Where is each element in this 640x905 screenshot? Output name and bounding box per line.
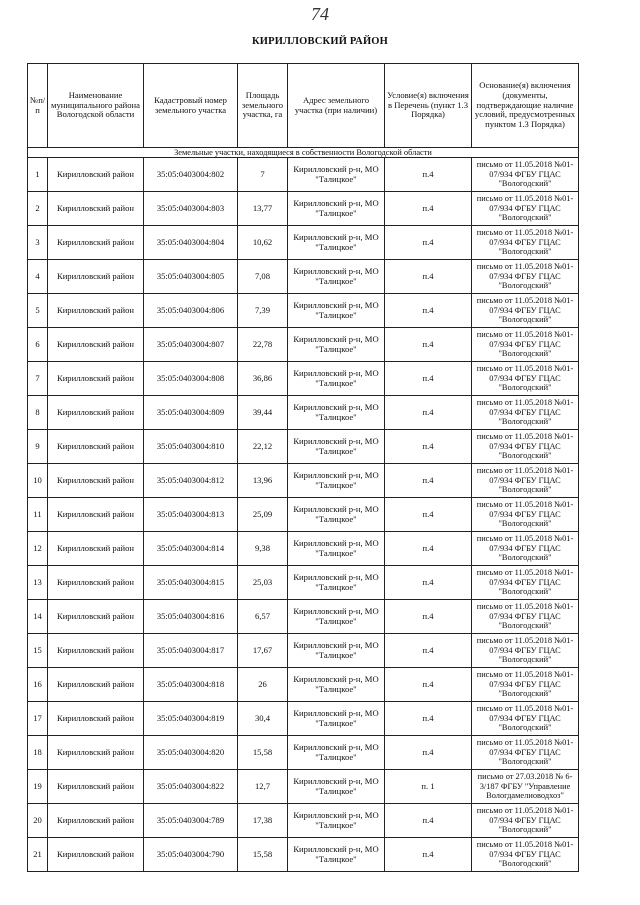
address-cell: Кирилловский р-н, МО "Талицкое" <box>288 634 385 668</box>
row-number: 17 <box>28 702 48 736</box>
condition-cell: п.4 <box>385 498 472 532</box>
area-cell: 7,08 <box>238 260 288 294</box>
condition-cell: п. 1 <box>385 770 472 804</box>
area-cell: 13,77 <box>238 192 288 226</box>
condition-cell: п.4 <box>385 736 472 770</box>
row-number: 18 <box>28 736 48 770</box>
address-cell: Кирилловский р-н, МО "Талицкое" <box>288 328 385 362</box>
header-district: Наименование муниципального района Вологодской области <box>48 64 144 148</box>
district-cell: Кирилловский район <box>48 396 144 430</box>
district-cell: Кирилловский район <box>48 634 144 668</box>
cadastral-number-cell: 35:05:0403004:820 <box>144 736 238 770</box>
condition-cell: п.4 <box>385 634 472 668</box>
land-plots-table <box>27 63 579 872</box>
row-number: 20 <box>28 804 48 838</box>
area-cell: 7,39 <box>238 294 288 328</box>
area-cell: 7 <box>238 158 288 192</box>
district-cell: Кирилловский район <box>48 770 144 804</box>
table-row <box>28 226 579 260</box>
district-cell: Кирилловский район <box>48 260 144 294</box>
basis-cell: письмо от 11.05.2018 №01-07/934 ФГБУ ГЦАС "Вологодский" <box>472 192 579 226</box>
cadastral-number-cell: 35:05:0403004:817 <box>144 634 238 668</box>
address-cell: Кирилловский р-н, МО "Талицкое" <box>288 192 385 226</box>
basis-cell: письмо от 11.05.2018 №01-07/934 ФГБУ ГЦАС "Вологодский" <box>472 736 579 770</box>
section-label: Земельные участки, находящиеся в собственности Вологодской области <box>28 148 579 158</box>
condition-cell: п.4 <box>385 430 472 464</box>
row-number: 21 <box>28 838 48 872</box>
row-number: 15 <box>28 634 48 668</box>
area-cell: 9,38 <box>238 532 288 566</box>
condition-cell: п.4 <box>385 226 472 260</box>
basis-cell: письмо от 11.05.2018 №01-07/934 ФГБУ ГЦАС "Вологодский" <box>472 464 579 498</box>
cadastral-number-cell: 35:05:0403004:819 <box>144 702 238 736</box>
row-number: 13 <box>28 566 48 600</box>
district-cell: Кирилловский район <box>48 430 144 464</box>
table-row <box>28 192 579 226</box>
cadastral-number-cell: 35:05:0403004:816 <box>144 600 238 634</box>
area-cell: 39,44 <box>238 396 288 430</box>
address-cell: Кирилловский р-н, МО "Талицкое" <box>288 396 385 430</box>
cadastral-number-cell: 35:05:0403004:818 <box>144 668 238 702</box>
district-cell: Кирилловский район <box>48 736 144 770</box>
district-cell: Кирилловский район <box>48 158 144 192</box>
area-cell: 15,58 <box>238 736 288 770</box>
area-cell: 22,78 <box>238 328 288 362</box>
row-number: 14 <box>28 600 48 634</box>
header-condition: Условие(я) включения в Перечень (пункт 1.3 Порядка) <box>385 64 472 148</box>
row-number: 8 <box>28 396 48 430</box>
basis-cell: письмо от 11.05.2018 №01-07/934 ФГБУ ГЦАС "Вологодский" <box>472 634 579 668</box>
area-cell: 30,4 <box>238 702 288 736</box>
table-row <box>28 464 579 498</box>
area-cell: 25,09 <box>238 498 288 532</box>
address-cell: Кирилловский р-н, МО "Талицкое" <box>288 736 385 770</box>
area-cell: 26 <box>238 668 288 702</box>
row-number: 19 <box>28 770 48 804</box>
cadastral-number-cell: 35:05:0403004:790 <box>144 838 238 872</box>
condition-cell: п.4 <box>385 532 472 566</box>
cadastral-number-cell: 35:05:0403004:810 <box>144 430 238 464</box>
cadastral-number-cell: 35:05:0403004:806 <box>144 294 238 328</box>
condition-cell: п.4 <box>385 668 472 702</box>
table-row <box>28 396 579 430</box>
basis-cell: письмо от 11.05.2018 №01-07/934 ФГБУ ГЦАС "Вологодский" <box>472 838 579 872</box>
table-row <box>28 294 579 328</box>
row-number: 4 <box>28 260 48 294</box>
basis-cell: письмо от 11.05.2018 №01-07/934 ФГБУ ГЦАС "Вологодский" <box>472 668 579 702</box>
basis-cell: письмо от 11.05.2018 №01-07/934 ФГБУ ГЦАС "Вологодский" <box>472 702 579 736</box>
address-cell: Кирилловский р-н, МО "Талицкое" <box>288 362 385 396</box>
area-cell: 10,62 <box>238 226 288 260</box>
table-row <box>28 702 579 736</box>
table-row <box>28 600 579 634</box>
district-cell: Кирилловский район <box>48 566 144 600</box>
cadastral-number-cell: 35:05:0403004:789 <box>144 804 238 838</box>
table-row <box>28 498 579 532</box>
table-row <box>28 668 579 702</box>
table-row <box>28 804 579 838</box>
condition-cell: п.4 <box>385 260 472 294</box>
condition-cell: п.4 <box>385 158 472 192</box>
district-cell: Кирилловский район <box>48 532 144 566</box>
cadastral-number-cell: 35:05:0403004:804 <box>144 226 238 260</box>
cadastral-number-cell: 35:05:0403004:814 <box>144 532 238 566</box>
table-row <box>28 770 579 804</box>
header-area: Площадь земельного участка, га <box>238 64 288 148</box>
address-cell: Кирилловский р-н, МО "Талицкое" <box>288 770 385 804</box>
area-cell: 17,38 <box>238 804 288 838</box>
address-cell: Кирилловский р-н, МО "Талицкое" <box>288 668 385 702</box>
cadastral-number-cell: 35:05:0403004:822 <box>144 770 238 804</box>
basis-cell: письмо от 11.05.2018 №01-07/934 ФГБУ ГЦАС "Вологодский" <box>472 396 579 430</box>
condition-cell: п.4 <box>385 396 472 430</box>
row-number: 11 <box>28 498 48 532</box>
address-cell: Кирилловский р-н, МО "Талицкое" <box>288 498 385 532</box>
basis-cell: письмо от 11.05.2018 №01-07/934 ФГБУ ГЦАС "Вологодский" <box>472 566 579 600</box>
district-cell: Кирилловский район <box>48 226 144 260</box>
basis-cell: письмо от 11.05.2018 №01-07/934 ФГБУ ГЦАС "Вологодский" <box>472 804 579 838</box>
condition-cell: п.4 <box>385 294 472 328</box>
table-row <box>28 532 579 566</box>
basis-cell: письмо от 11.05.2018 №01-07/934 ФГБУ ГЦАС "Вологодский" <box>472 600 579 634</box>
condition-cell: п.4 <box>385 838 472 872</box>
cadastral-number-cell: 35:05:0403004:813 <box>144 498 238 532</box>
cadastral-number-cell: 35:05:0403004:805 <box>144 260 238 294</box>
district-cell: Кирилловский район <box>48 294 144 328</box>
address-cell: Кирилловский р-н, МО "Талицкое" <box>288 566 385 600</box>
table-row <box>28 328 579 362</box>
table-row <box>28 260 579 294</box>
cadastral-number-cell: 35:05:0403004:812 <box>144 464 238 498</box>
row-number: 3 <box>28 226 48 260</box>
area-cell: 25,03 <box>238 566 288 600</box>
table-row <box>28 566 579 600</box>
basis-cell: письмо от 27.03.2018 № 6-3/187 ФГБУ "Управление Вологдамелиоводхоз" <box>472 770 579 804</box>
cadastral-number-cell: 35:05:0403004:807 <box>144 328 238 362</box>
condition-cell: п.4 <box>385 192 472 226</box>
row-number: 9 <box>28 430 48 464</box>
condition-cell: п.4 <box>385 328 472 362</box>
address-cell: Кирилловский р-н, МО "Талицкое" <box>288 226 385 260</box>
district-cell: Кирилловский район <box>48 804 144 838</box>
condition-cell: п.4 <box>385 804 472 838</box>
row-number: 12 <box>28 532 48 566</box>
page-title: КИРИЛЛОВСКИЙ РАЙОН <box>251 36 389 47</box>
address-cell: Кирилловский р-н, МО "Талицкое" <box>288 600 385 634</box>
header-num: №п/п <box>28 64 48 148</box>
header-address: Адрес земельного участка (при наличии) <box>288 64 385 148</box>
area-cell: 6,57 <box>238 600 288 634</box>
district-cell: Кирилловский район <box>48 328 144 362</box>
table-row <box>28 634 579 668</box>
district-cell: Кирилловский район <box>48 192 144 226</box>
district-cell: Кирилловский район <box>48 668 144 702</box>
area-cell: 36,86 <box>238 362 288 396</box>
area-cell: 12,7 <box>238 770 288 804</box>
cadastral-number-cell: 35:05:0403004:803 <box>144 192 238 226</box>
row-number: 16 <box>28 668 48 702</box>
row-number: 5 <box>28 294 48 328</box>
basis-cell: письмо от 11.05.2018 №01-07/934 ФГБУ ГЦАС "Вологодский" <box>472 362 579 396</box>
district-cell: Кирилловский район <box>48 838 144 872</box>
address-cell: Кирилловский р-н, МО "Талицкое" <box>288 532 385 566</box>
area-cell: 17,67 <box>238 634 288 668</box>
section-row <box>28 148 579 158</box>
row-number: 10 <box>28 464 48 498</box>
row-number: 7 <box>28 362 48 396</box>
row-number: 6 <box>28 328 48 362</box>
address-cell: Кирилловский р-н, МО "Талицкое" <box>288 260 385 294</box>
cadastral-number-cell: 35:05:0403004:802 <box>144 158 238 192</box>
address-cell: Кирилловский р-н, МО "Талицкое" <box>288 430 385 464</box>
cadastral-number-cell: 35:05:0403004:815 <box>144 566 238 600</box>
table-row <box>28 158 579 192</box>
basis-cell: письмо от 11.05.2018 №01-07/934 ФГБУ ГЦАС "Вологодский" <box>472 226 579 260</box>
district-cell: Кирилловский район <box>48 362 144 396</box>
basis-cell: письмо от 11.05.2018 №01-07/934 ФГБУ ГЦАС "Вологодский" <box>472 294 579 328</box>
condition-cell: п.4 <box>385 600 472 634</box>
cadastral-number-cell: 35:05:0403004:808 <box>144 362 238 396</box>
address-cell: Кирилловский р-н, МО "Талицкое" <box>288 464 385 498</box>
basis-cell: письмо от 11.05.2018 №01-07/934 ФГБУ ГЦАС "Вологодский" <box>472 532 579 566</box>
header-basis: Основание(я) включения (документы, подтверждающие наличие условий, предусмотренных пунктом 1.3 Порядка) <box>472 64 579 148</box>
district-cell: Кирилловский район <box>48 702 144 736</box>
row-number: 2 <box>28 192 48 226</box>
area-cell: 15,58 <box>238 838 288 872</box>
table-row <box>28 736 579 770</box>
basis-cell: письмо от 11.05.2018 №01-07/934 ФГБУ ГЦАС "Вологодский" <box>472 498 579 532</box>
address-cell: Кирилловский р-н, МО "Талицкое" <box>288 804 385 838</box>
basis-cell: письмо от 11.05.2018 №01-07/934 ФГБУ ГЦАС "Вологодский" <box>472 430 579 464</box>
area-cell: 22,12 <box>238 430 288 464</box>
header-row <box>28 64 579 148</box>
district-cell: Кирилловский район <box>48 464 144 498</box>
cadastral-number-cell: 35:05:0403004:809 <box>144 396 238 430</box>
address-cell: Кирилловский р-н, МО "Талицкое" <box>288 838 385 872</box>
table-row <box>28 838 579 872</box>
page-number: 74 <box>311 4 329 24</box>
area-cell: 13,96 <box>238 464 288 498</box>
row-number: 1 <box>28 158 48 192</box>
header-cadastral: Кадастровый номер земельного участка <box>144 64 238 148</box>
table-row <box>28 430 579 464</box>
address-cell: Кирилловский р-н, МО "Талицкое" <box>288 158 385 192</box>
basis-cell: письмо от 11.05.2018 №01-07/934 ФГБУ ГЦАС "Вологодский" <box>472 158 579 192</box>
condition-cell: п.4 <box>385 702 472 736</box>
basis-cell: письмо от 11.05.2018 №01-07/934 ФГБУ ГЦАС "Вологодский" <box>472 260 579 294</box>
basis-cell: письмо от 11.05.2018 №01-07/934 ФГБУ ГЦАС "Вологодский" <box>472 328 579 362</box>
address-cell: Кирилловский р-н, МО "Талицкое" <box>288 702 385 736</box>
address-cell: Кирилловский р-н, МО "Талицкое" <box>288 294 385 328</box>
district-cell: Кирилловский район <box>48 600 144 634</box>
condition-cell: п.4 <box>385 464 472 498</box>
table-row <box>28 362 579 396</box>
district-cell: Кирилловский район <box>48 498 144 532</box>
condition-cell: п.4 <box>385 362 472 396</box>
condition-cell: п.4 <box>385 566 472 600</box>
